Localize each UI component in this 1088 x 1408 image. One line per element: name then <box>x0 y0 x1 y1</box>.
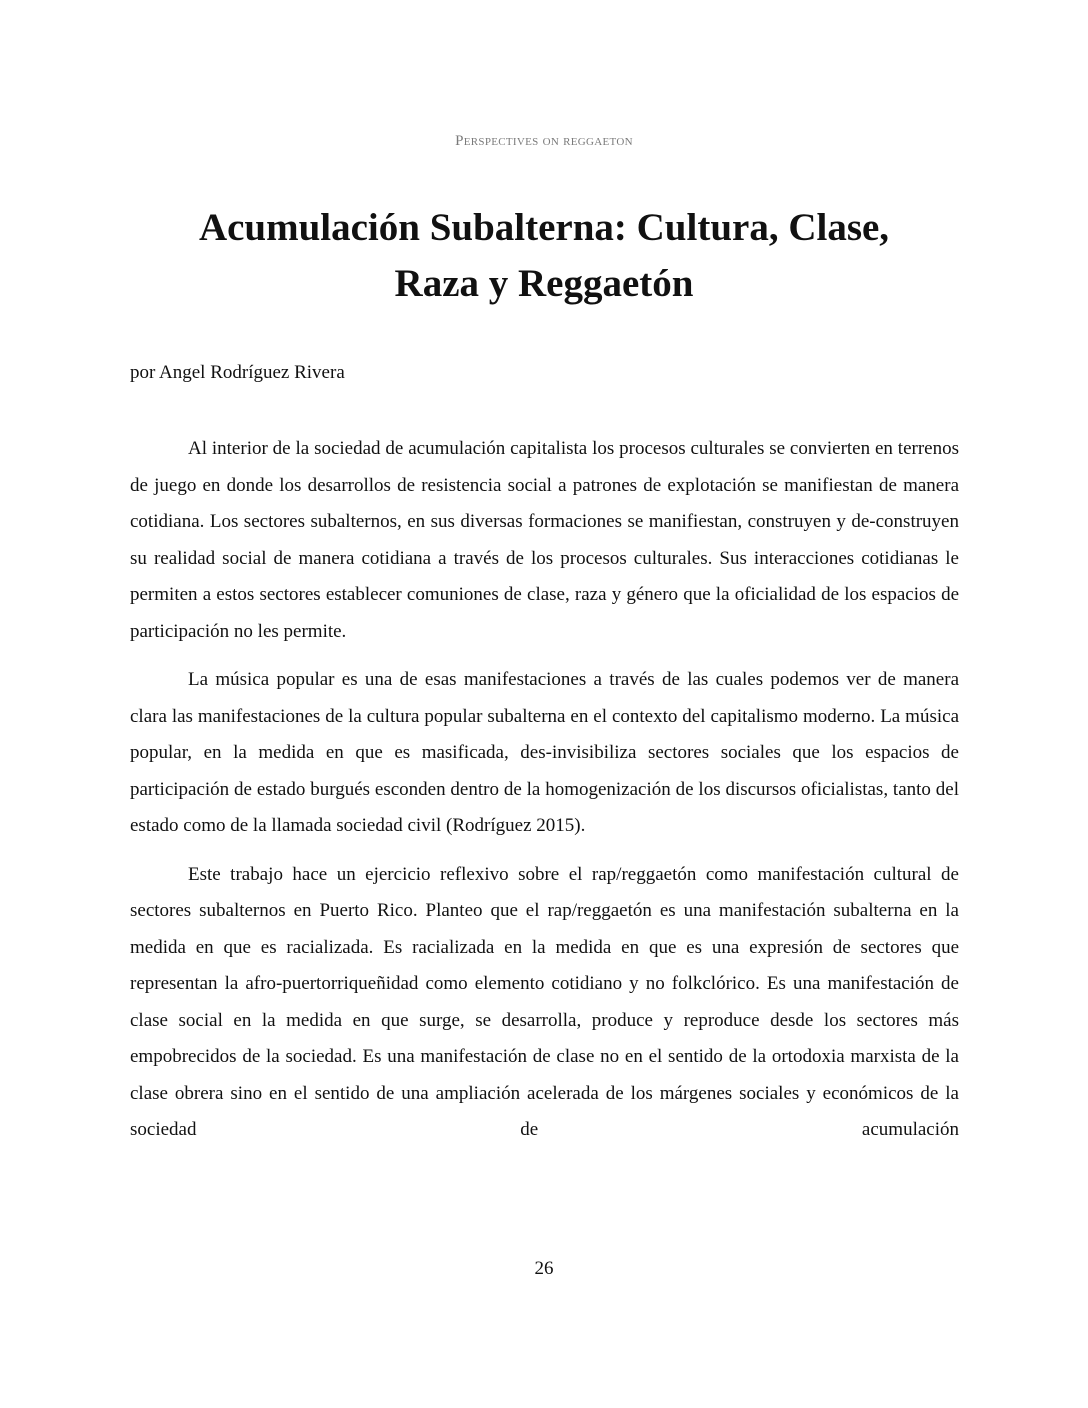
article-body <box>130 431 959 1161</box>
article-title <box>120 200 968 312</box>
article-title-line-2: Raza y Reggaetón <box>394 262 694 305</box>
body-paragraph-3: Este trabajo hace un ejercicio reflexivo sobre el rap/reggaetón como manifestación cultural de sectores subalternos en Puerto Rico. Planteo que el rap/reggaetón es una manifestación subalterna en la medida en que es racializada. Es racializada en la medida en que es una expresión de sectores que representan la afro-puertorriqueñidad como elemento cotidiano y no folkclórico. Es una manifestación de clase social en la medida en que surge, se desarrolla, produce y reproduce desde los sectores más empobrecidos de la sociedad. Es una manifestación de clase no en el sentido de la ortodoxia marxista de la clase obrera sino en el sentido de una ampliación acelerada de los márgenes sociales y económicos de la sociedad de acumulación <box>130 863 959 1140</box>
author-byline: por Angel Rodríguez Rivera <box>130 362 345 383</box>
body-paragraph-2: La música popular es una de esas manifestaciones a través de las cuales podemos ver de manera clara las manifestaciones de la cultura popular subalterna en el contexto del capitalismo moderno. La música popular, en la medida en que es masificada, des-invisibiliza sectores sociales que los espacios de participación de estado burgués esconden dentro de la homogenización de los discursos oficialistas, tanto del estado como de la llamada sociedad civil (Rodríguez 2015). <box>130 669 959 836</box>
page-number: 26 <box>534 1258 554 1279</box>
body-paragraph-1: Al interior de la sociedad de acumulación capitalista los procesos culturales se convierten en terrenos de juego en donde los desarrollos de resistencia social a patrones de explotación se manifiestan de manera cotidiana. Los sectores subalternos, en sus diversas formaciones se manifiestan, construyen y de-construyen su realidad social de manera cotidiana a través de los procesos culturales. Sus interacciones cotidianas le permiten a estos sectores establecer comuniones de clase, raza y género que la oficialidad de los espacios de participación no les permite. <box>130 438 959 642</box>
article-title-line-1: Acumulación Subalterna: Cultura, Clase, <box>198 206 890 249</box>
running-header: Perspectives on reggaeton <box>455 133 633 149</box>
